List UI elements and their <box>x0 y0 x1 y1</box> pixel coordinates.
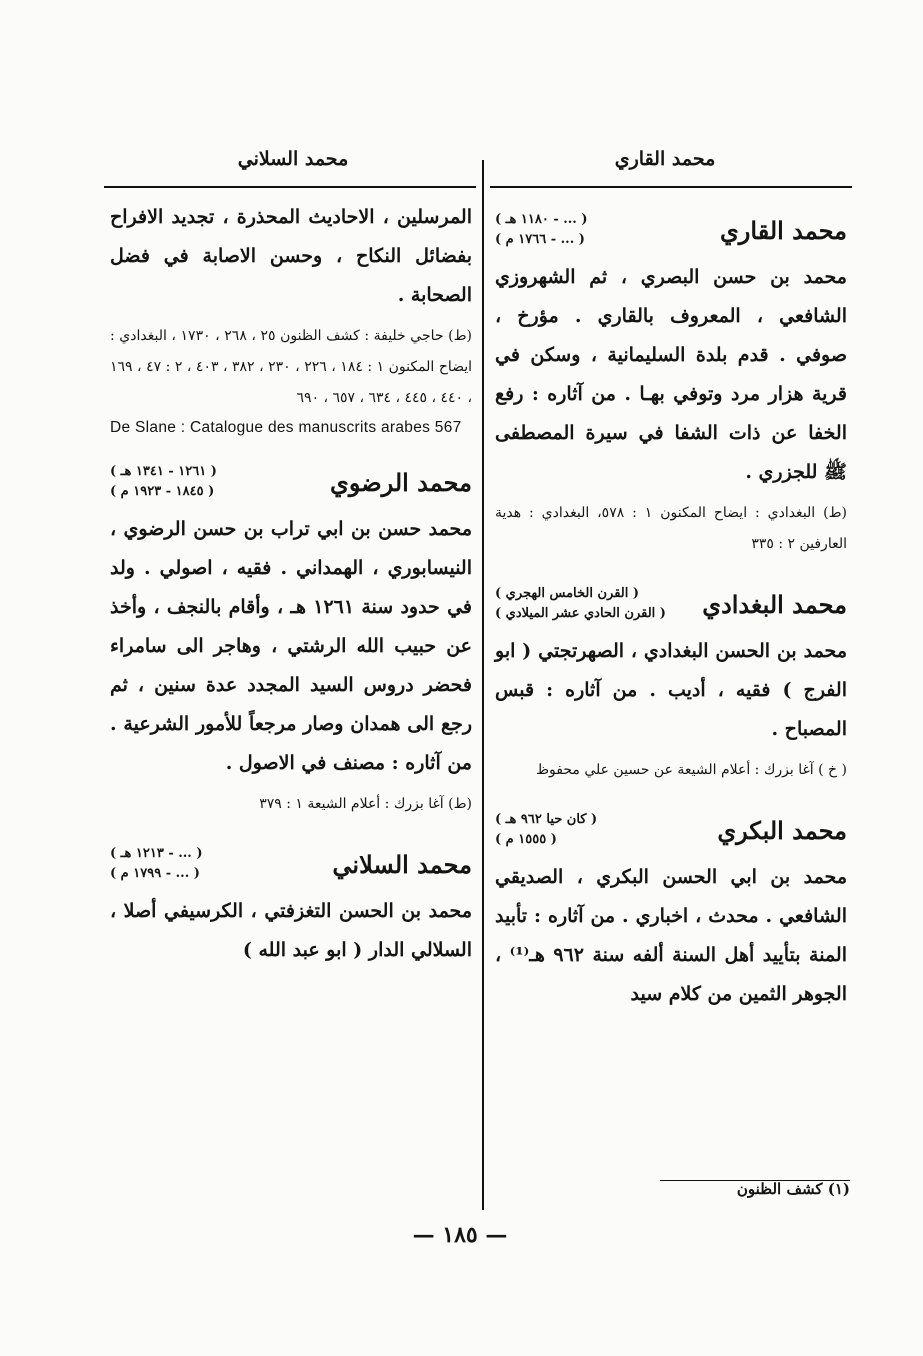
running-header-left: محمد السلاني <box>237 148 349 170</box>
entry-reference: (ط) حاجي خليفة : كشف الظنون ٢٥ ، ٢٦٨ ، ١٧٣٠ ، البغدادي : ايضاح المكنون ١ : ١٨٤ ، ٢٢٦ ، ٢٣٠ ، ٣٨٢ ، ٤٠٣ ، ٢ : ٤٧ ، ١٦٩ ، ٤٤٠ ، ٤٤٥ ، ٦٣٤ ، ٦٥٧ ، ٦٩٠ <box>110 328 473 406</box>
entry-dates: ( كان حيا ٩٦٢ هـ ) ( ١٥٥٥ م ) <box>495 812 598 847</box>
header-rule-right <box>490 186 852 188</box>
entry-reference: (ط) البغدادي : ايضاح المكنون ١ : ٥٧٨، البغدادي : هدية العارفين ٢ : ٣٣٥ <box>495 505 847 552</box>
entry-body: محمد بن الحسن البغدادي ، الصهرتجتي ( ابو الفرج ) فقيه ، أديب . من آثاره : قبس المصباح . <box>495 640 847 740</box>
entry-body: محمد حسن بن ابي تراب بن حسن الرضوي ، النيسابوري ، الهمداني . فقيه ، اصولي . ولد في حدود سنة ١٢٦١ هـ ، وأقام بالنجف ، وأخذ عن حبيب الله الرشتي ، وهاجر الى سامراء فحضر دروس السيد المجدد عدة سنين ، ثم رجع الى همدان وصار مرجعاً للأمور الشرعية . من آثاره : مصنف في الاصول . <box>110 518 472 774</box>
header-rule-left <box>104 186 476 188</box>
entry-name: محمد القاري <box>720 215 847 245</box>
entry-header <box>110 844 472 884</box>
continued-text: المرسلين ، الاحاديث المحذرة ، تجديد الافراح بفضائل النكاح ، وحسن الاصابة في فضل الصحابة . <box>110 206 472 306</box>
entry-header <box>495 584 847 624</box>
entry-dates: ( ... - ١٢١٣ هـ ) ( ... - ١٧٩٩ م ) <box>110 846 203 881</box>
entry-body: محمد بن حسن البصري ، ثم الشهروزي الشافعي ، المعروف بالقاري . مؤرخ ، صوفي . قدم بلدة السليمانية ، وسكن في قرية هزار مرد وتوفي بهـا . من آثاره : رفع الخفا عن ذات الشفا في سيرة المصطفى ﷺ للجزري . <box>495 266 847 483</box>
entry-name: محمد البغدادي <box>702 589 847 619</box>
entry-dates: ( ١٢٦١ - ١٣٤١ هـ ) ( ١٨٤٥ - ١٩٢٣ م ) <box>110 464 217 499</box>
footnote: (١) كشف الظنون <box>736 1180 850 1198</box>
entry-dates: ( ... - ١١٨٠ هـ ) ( ... - ١٧٦٦ م ) <box>495 212 588 247</box>
entry-reference: (ط) آغا بزرك : أعلام الشيعة ١ : ٣٧٩ <box>259 796 472 812</box>
left-column <box>110 198 472 970</box>
running-header-right: محمد القاري <box>614 148 716 170</box>
entry-header <box>495 810 847 850</box>
latin-reference: De Slane : Catalogue des manuscrits arabes 567 <box>110 419 462 436</box>
entry-header <box>110 462 472 502</box>
entry-reference: ( خ ) آغا بزرك : أعلام الشيعة عن حسين علي محفوظ <box>536 762 847 778</box>
right-column <box>495 200 847 1014</box>
page-number: — ١٨٥ — <box>412 1222 508 1248</box>
entry-name: محمد السلاني <box>332 849 472 879</box>
entry-header <box>495 210 847 250</box>
entry-dates: ( القرن الخامس الهجري ) ( القرن الحادي عشر الميلادي ) <box>495 586 666 621</box>
entry-body: محمد بن الحسن التغزفتي ، الكرسيفي أصلا ، السلالي الدار ( ابو عبد الله ) <box>110 900 472 961</box>
entry-body: محمد بن ابي الحسن البكري ، الصديقي الشافعي . محدث ، اخباري . من آثاره : تأبيد المنة بتأييد أهل السنة ألفه سنة ٩٦٢ هـ⁽¹⁾ ، الجوهر الثمين من كلام سيد <box>495 866 847 1005</box>
entry-name: محمد الرضوي <box>330 467 472 497</box>
column-divider <box>482 160 484 1210</box>
entry-name: محمد البكري <box>717 815 847 845</box>
